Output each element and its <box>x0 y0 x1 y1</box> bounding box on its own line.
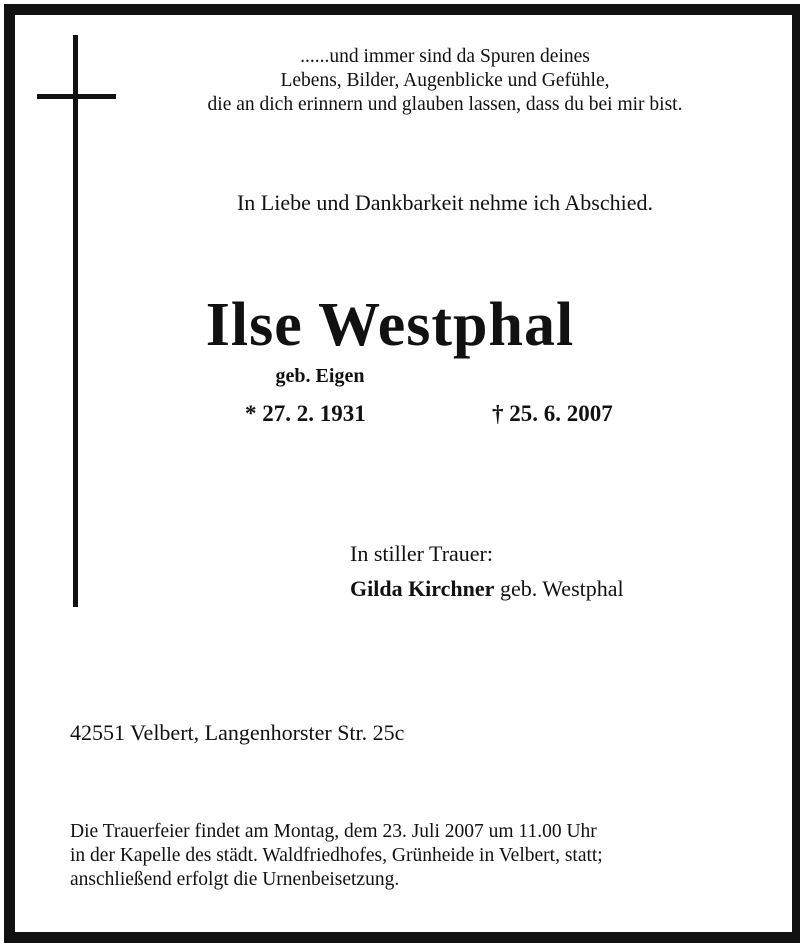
mourner-line <box>350 576 624 602</box>
mourner-name-suffix: geb. Westphal <box>494 576 624 601</box>
cross-vertical-bar <box>73 35 78 607</box>
poem-line: ......und immer sind da Spuren deines <box>300 46 590 67</box>
mourning-label: In stiller Trauer: <box>350 541 493 566</box>
poem-line: Lebens, Bilder, Augenblicke und Gefühle, <box>280 70 610 91</box>
notice-line: in der Kapelle des städt. Waldfriedhofes, Grünheide in Velbert, statt; <box>70 845 603 866</box>
funeral-notice <box>70 820 603 892</box>
birth-date: * 27. 2. 1931 <box>245 401 366 426</box>
notice-line: anschließend erfolgt die Urnenbeisetzung. <box>70 869 400 890</box>
maiden-name-container <box>100 365 780 388</box>
address: 42551 Velbert, Langenhorster Str. 25c <box>70 720 405 745</box>
obituary-frame <box>4 4 800 943</box>
deceased-name: Ilse Westphal <box>205 291 575 359</box>
death-date: † 25. 6. 2007 <box>492 401 613 426</box>
notice-line: Die Trauerfeier findet am Montag, dem 23. Juli 2007 um 11.00 Uhr <box>70 821 597 842</box>
farewell-text: In Liebe und Dankbarkeit nehme ich Abschied. <box>236 190 654 215</box>
mourner-name: Gilda Kirchner <box>350 576 495 601</box>
poem-verse <box>130 45 760 117</box>
maiden-name: geb. Eigen <box>275 365 365 387</box>
cross-horizontal-bar <box>37 94 116 99</box>
poem-line: die an dich erinnern und glauben lassen, dass du bei mir bist. <box>207 94 683 115</box>
